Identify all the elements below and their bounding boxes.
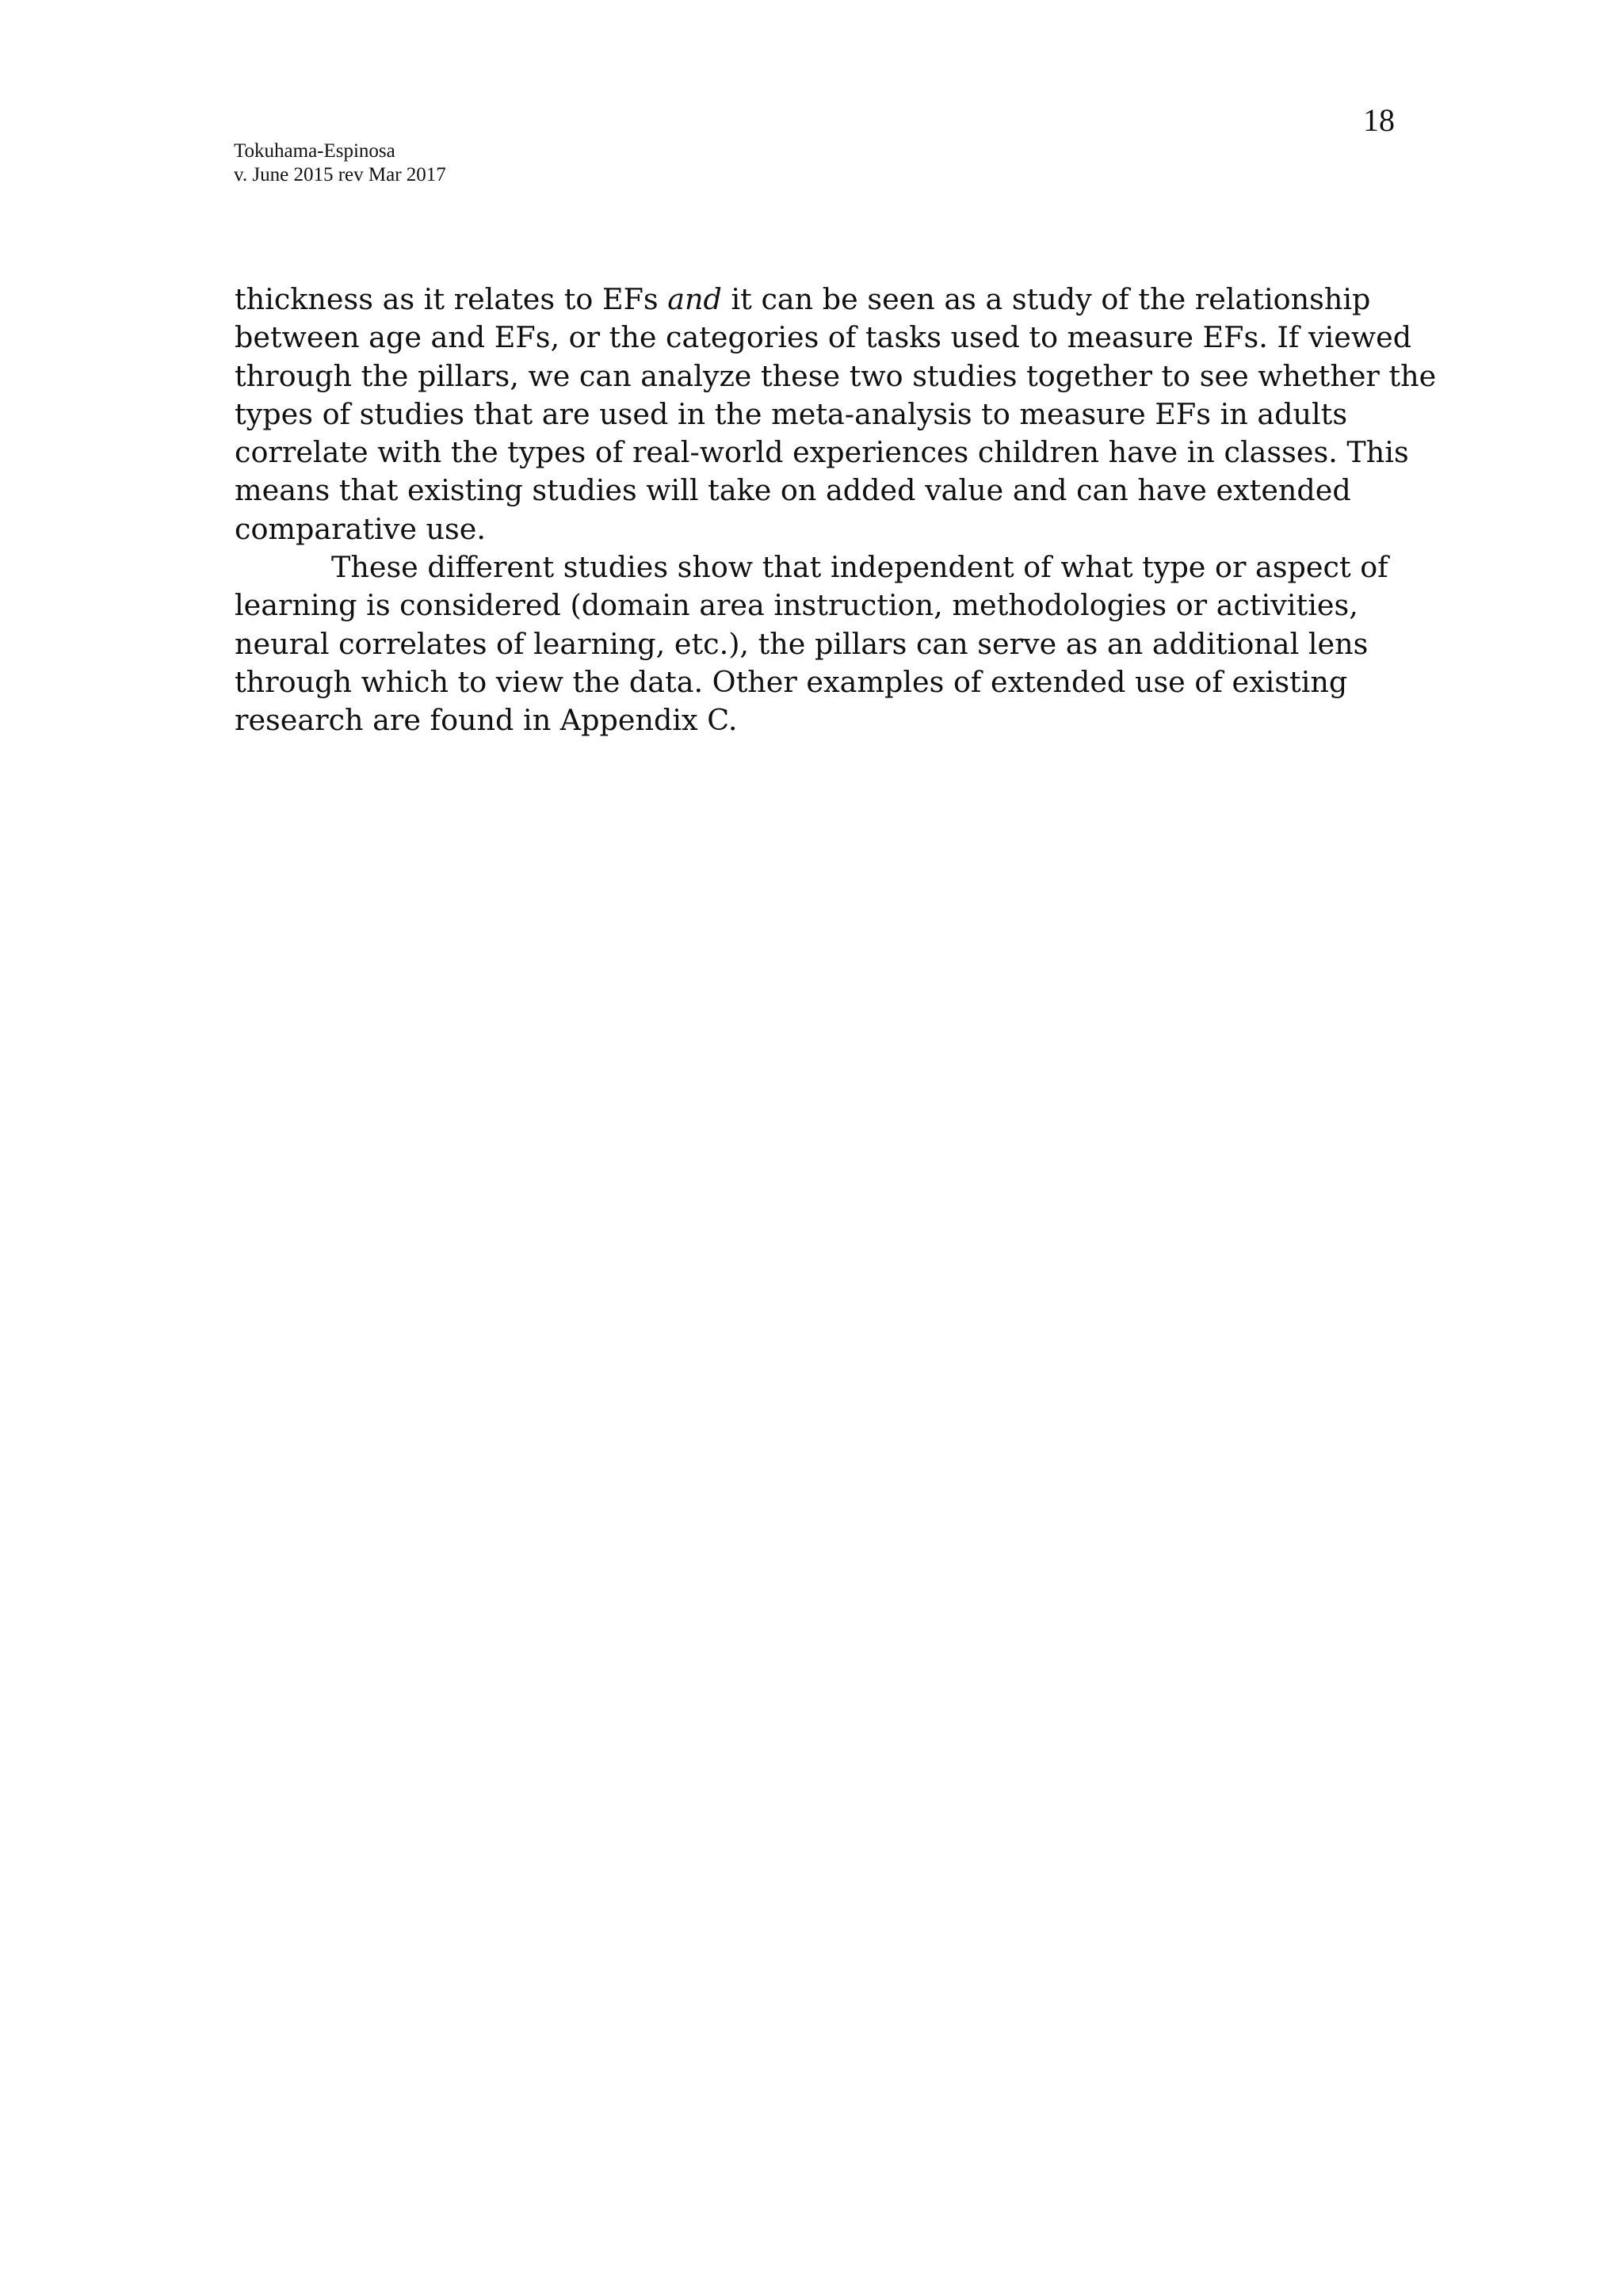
text-line: types of studies that are used in the meta-analysis to measure EFs in adults — [235, 396, 1348, 431]
page-number: 18 — [1363, 102, 1395, 138]
paragraph-1 — [235, 281, 1437, 548]
text-line: neural correlates of learning, etc.), the pillars can serve as an additional lens — [235, 626, 1369, 661]
header-version: v. June 2015 rev Mar 2017 — [234, 164, 446, 185]
text-line: research are found in Appendix C. — [235, 703, 738, 738]
text-line: comparative use. — [235, 511, 486, 546]
text-line — [235, 281, 1407, 319]
text-line: through the pillars, we can analyze these two studies together to see whether the — [235, 358, 1437, 393]
text-line: These different studies show that independent of what type or aspect of — [331, 550, 1388, 585]
body-text — [235, 281, 1437, 740]
text-run: thickness as it relates to EFs — [235, 282, 668, 316]
text-line: means that existing studies will take on added value and can have extended — [235, 473, 1351, 508]
emphasis-text: and — [667, 282, 722, 316]
paragraph-2 — [235, 548, 1407, 739]
text-line: between age and EFs, or the categories of tasks used to measure EFs. If viewed — [235, 320, 1412, 355]
text-line: learning is considered (domain area instruction, methodologies or activities, — [235, 588, 1358, 623]
header-author: Tokuhama-Espinosa — [234, 140, 395, 162]
running-header — [234, 139, 446, 187]
text-line: through which to view the data. Other examples of extended use of existing — [235, 664, 1348, 699]
text-line: correlate with the types of real-world experiences children have in classes. This — [235, 435, 1409, 470]
text-run: it can be seen as a study of the relationship — [721, 282, 1371, 316]
